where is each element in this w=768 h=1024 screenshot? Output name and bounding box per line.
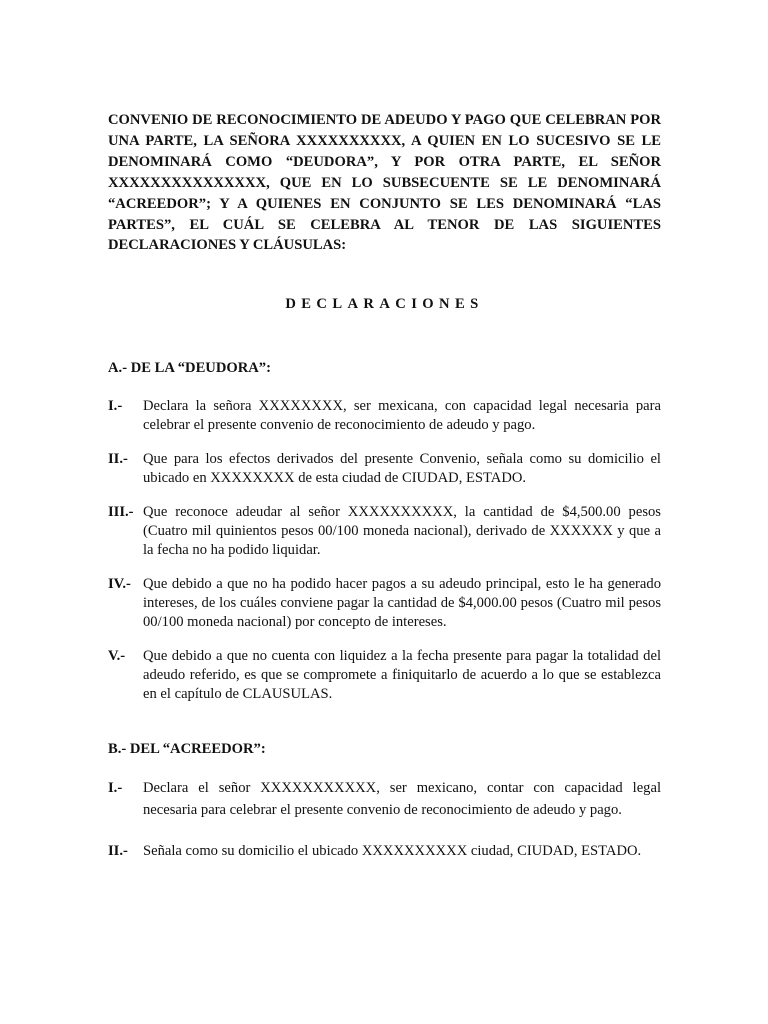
item-text: Declara la señora XXXXXXXX, ser mexicana, con capacidad legal necesaria para celebrar el presente convenio de reconocimiento de adeudo y pago.: [143, 398, 661, 434]
item-number: II.-: [108, 843, 128, 859]
declaraciones-heading: DECLARACIONES: [285, 296, 484, 312]
section-b-item-2: [108, 842, 661, 861]
item-text: Que debido a que no cuenta con liquidez a la fecha presente para pagar la totalidad del adeudo referido, es que se compromete a finiquitarlo de acuerdo a lo que se establezca en el capítulo de CLAUSULAS.: [143, 648, 661, 703]
section-a-item-2: [108, 450, 661, 488]
section-a-item-4: [108, 575, 661, 633]
section-b-heading: B.- DEL “ACREEDOR”:: [108, 741, 266, 757]
item-text: Que para los efectos derivados del presente Convenio, señala como su domicilio el ubicado en XXXXXXXX de esta ciudad de CIUDAD, ESTADO.: [143, 451, 661, 487]
section-a-item-5: [108, 647, 661, 705]
item-text: Declara el señor XXXXXXXXXXX, ser mexicano, contar con capacidad legal necesaria para celebrar el presente convenio de reconocimiento de adeudo y pago.: [143, 780, 661, 818]
section-a-item-3: [108, 503, 661, 561]
section-a-heading: A.- DE LA “DEUDORA”:: [108, 360, 271, 376]
section-b-item-1: [108, 778, 661, 821]
item-text: Que debido a que no ha podido hacer pagos a su adeudo principal, esto le ha generado intereses, de los cuáles conviene pagar la cantidad de $4,000.00 pesos (Cuatro mil pesos 00/100 moneda nacional) por concepto de intereses.: [143, 576, 661, 631]
item-number: I.-: [108, 780, 123, 796]
item-number: I.-: [108, 398, 123, 414]
item-number: V.-: [108, 648, 126, 664]
item-number: II.-: [108, 451, 128, 467]
section-a-item-1: [108, 397, 661, 435]
document-title: CONVENIO DE RECONOCIMIENTO DE ADEUDO Y PAGO QUE CELEBRAN POR UNA PARTE, LA SEÑORA XXXXXXXXXX, A QUIEN EN LO SUCESIVO SE LE DENOMINARÁ COMO “DEUDORA”, Y POR OTRA PARTE, EL SEÑOR XXXXXXXXXXXXXXX, QUE EN LO SUBSECUENTE SE LE DENOMINARÁ “ACREEDOR”; Y A QUIENES EN CONJUNTO SE LES DENOMINARÁ “LAS PARTES”, EL CUÁL SE CELEBRA AL TENOR DE LAS SIGUIENTES DECLARACIONES Y CLÁUSULAS:: [108, 112, 661, 254]
item-text: Señala como su domicilio el ubicado XXXXXXXXXX ciudad, CIUDAD, ESTADO.: [143, 843, 642, 859]
item-text: Que reconoce adeudar al señor XXXXXXXXXX, la cantidad de $4,500.00 pesos (Cuatro mil quinientos pesos 00/100 moneda nacional), derivado de XXXXXX y que a la fecha no ha podido liquidar.: [143, 504, 661, 559]
item-number: IV.-: [108, 576, 131, 592]
item-number: III.-: [108, 504, 134, 520]
